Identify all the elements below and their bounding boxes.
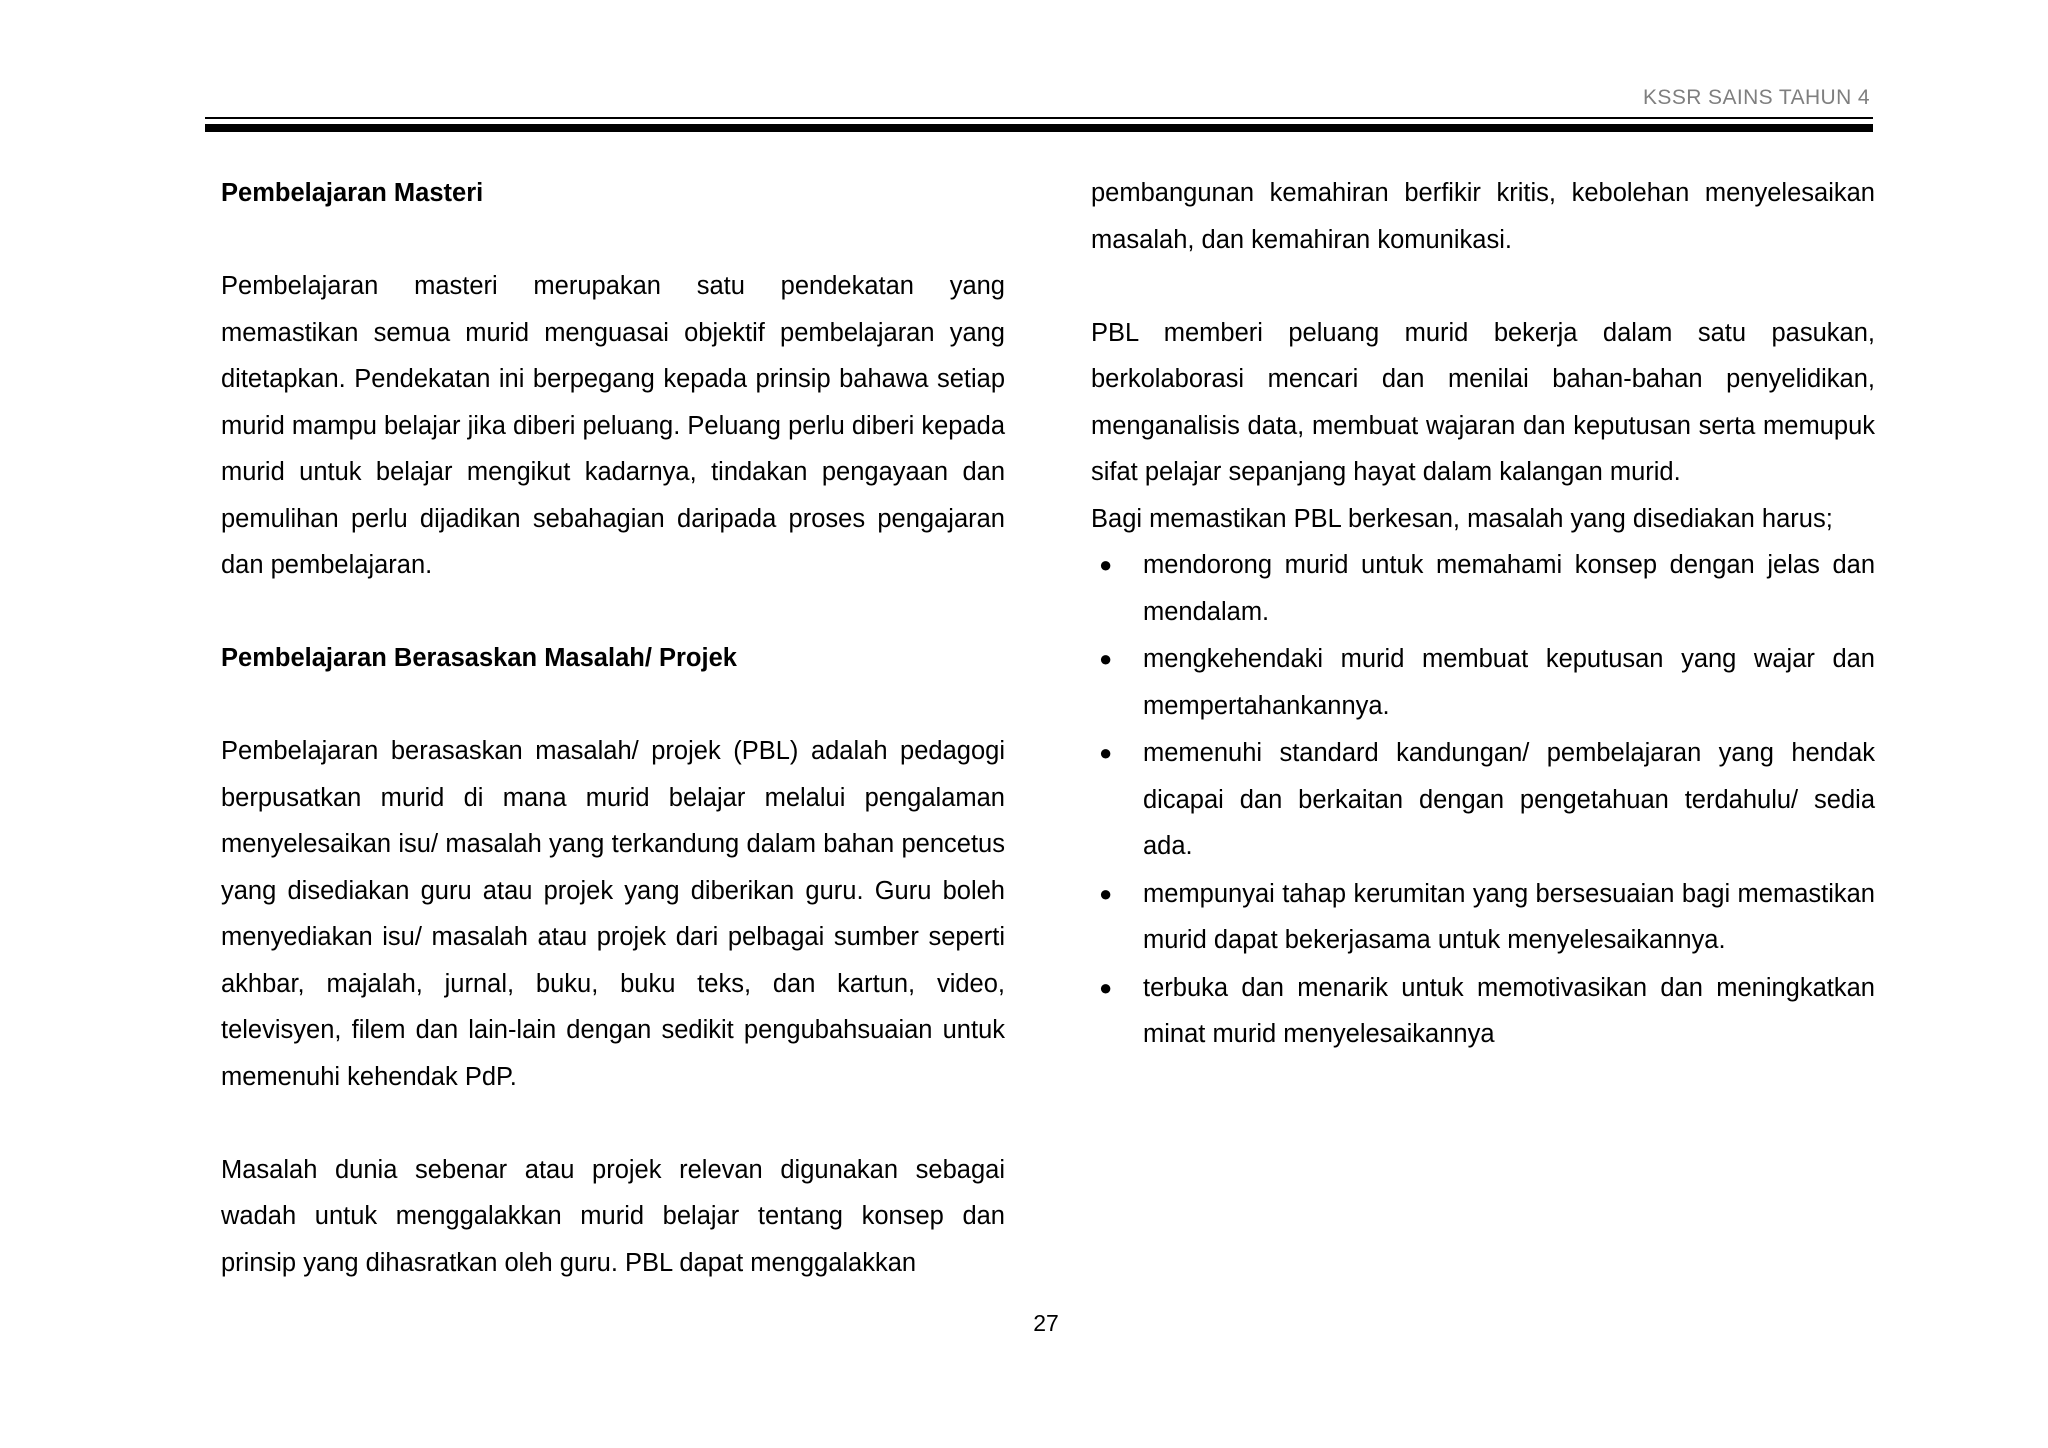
- requirements-list: [1091, 542, 1875, 1058]
- page-header-title: KSSR SAINS TAHUN 4: [1643, 86, 1870, 109]
- paragraph-pbl-opportunity: PBL memberi peluang murid bekerja dalam satu pasukan, berkolaborasi mencari dan menilai bahan-bahan penyelidikan, menganalisis data, membuat wajaran dan keputusan serta memupuk sifat pelajar sepanjang hayat dalam kalangan murid.: [1091, 318, 1875, 486]
- paragraph-pbl-1: Pembelajaran berasaskan masalah/ projek (PBL) adalah pedagogi berpusatkan murid di mana murid belajar melalui pengalaman menyelesaikan isu/ masalah yang terkandung dalam bahan pencetus yang disediakan guru atau projek yang diberikan guru. Guru boleh menyediakan isu/ masalah atau projek dari pelbagai sumber seperti akhbar, majalah, jurnal, buku, buku teks, dan kartun, video, televisyen, filem dan lain-lain dengan sedikit pengubahsuaian untuk memenuhi kehendak PdP.: [221, 737, 1005, 1091]
- header-rule-thin: [205, 117, 1873, 119]
- list-item-text: terbuka dan menarik untuk memotivasikan dan meningkatkan minat murid menyelesaikannya: [1143, 973, 1875, 1048]
- list-item: [1091, 965, 1875, 1058]
- bullet-icon: ●: [1099, 646, 1113, 671]
- list-item-text: mengkehendaki murid membuat keputusan yang wajar dan mempertahankannya.: [1143, 645, 1875, 720]
- section-heading-mastery: Pembelajaran Masteri: [221, 179, 484, 207]
- bullet-icon: ●: [1099, 880, 1113, 906]
- bullet-icon: ●: [1099, 552, 1113, 577]
- paragraph-pbl-requirements: Bagi memastikan PBL berkesan, masalah yang disediakan harus;: [1091, 504, 1833, 533]
- list-item: [1091, 542, 1875, 635]
- left-column: [221, 170, 1005, 1286]
- bullet-icon: ●: [1099, 974, 1113, 1000]
- list-item: [1091, 730, 1875, 870]
- list-item-text: memenuhi standard kandungan/ pembelajaran yang hendak dicapai dan berkaitan dengan pengetahuan terdahulu/ sedia ada.: [1143, 739, 1875, 860]
- page-number: 27: [1033, 1310, 1059, 1336]
- header-rule-thick: [205, 124, 1873, 132]
- list-item: [1091, 871, 1875, 964]
- right-column: [1091, 170, 1875, 1059]
- list-item-text: mempunyai tahap kerumitan yang bersesuaian bagi memastikan murid dapat bekerjasama untuk menyelesaikannya.: [1143, 879, 1875, 954]
- section-heading-pbl: Pembelajaran Berasaskan Masalah/ Projek: [221, 644, 737, 672]
- paragraph-mastery: Pembelajaran masteri merupakan satu pendekatan yang memastikan semua murid menguasai objektif pembelajaran yang ditetapkan. Pendekatan ini berpegang kepada prinsip bahawa setiap murid mampu belajar jika diberi peluang. Peluang perlu diberi kepada murid untuk belajar mengikut kadarnya, tindakan pengayaan dan pemulihan perlu dijadikan sebahagian daripada proses pengajaran dan pembelajaran.: [221, 272, 1005, 579]
- list-item-text: mendorong murid untuk memahami konsep dengan jelas dan mendalam.: [1143, 551, 1875, 626]
- list-item: [1091, 636, 1875, 729]
- bullet-icon: ●: [1099, 740, 1113, 765]
- paragraph-pbl-2: Masalah dunia sebenar atau projek relevan digunakan sebagai wadah untuk menggalakkan murid belajar tentang konsep dan prinsip yang dihasratkan oleh guru. PBL dapat menggalakkan: [221, 1155, 1005, 1277]
- paragraph-continuation: pembangunan kemahiran berfikir kritis, kebolehan menyelesaikan masalah, dan kemahiran komunikasi.: [1091, 179, 1875, 254]
